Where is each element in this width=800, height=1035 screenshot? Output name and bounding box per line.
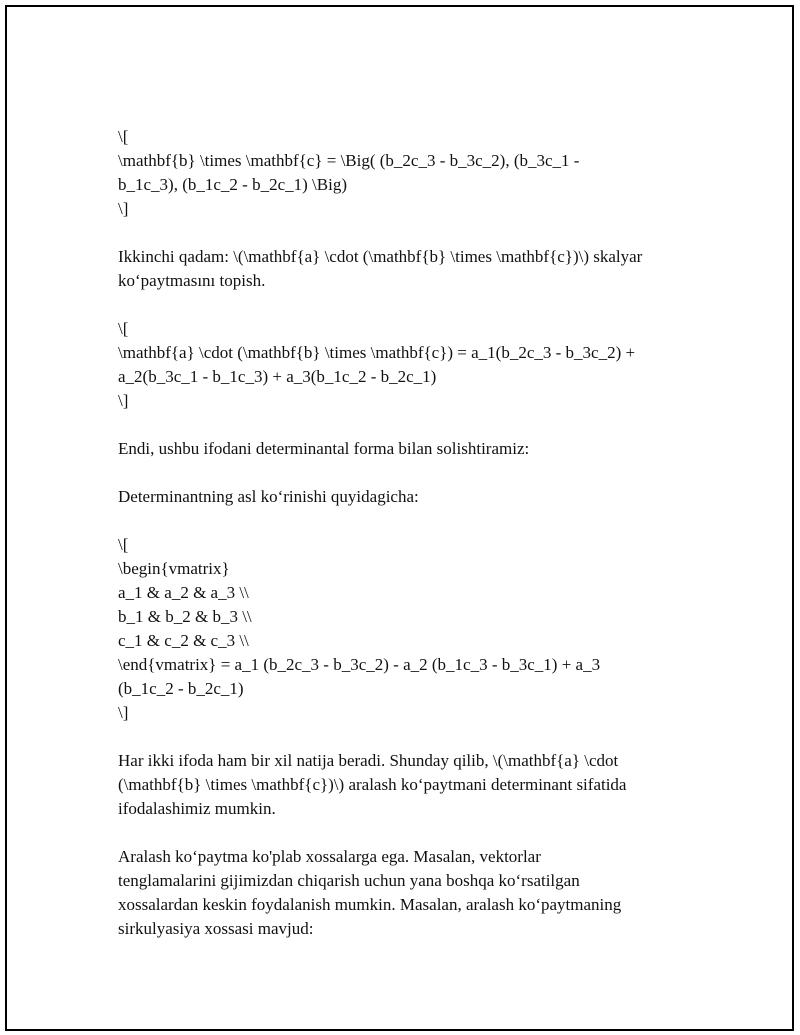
text-line: sirkulyasiya xossasi mavjud: xyxy=(118,919,314,938)
text-line: Endi, ushbu ifodani determinantal forma bilan solishtiramiz: xyxy=(118,439,530,458)
text-line: xossalardan keskin foydalanish mumkin. Masalan, aralash ko‘paytmaning xyxy=(118,895,622,914)
text-line: \begin{vmatrix} xyxy=(118,559,230,578)
paragraph-determinant-intro xyxy=(118,485,698,509)
text-line: b_1c_3), (b_1c_2 - b_2c_1) \Big) xyxy=(118,175,347,194)
paragraph-properties xyxy=(118,845,698,941)
text-line: \] xyxy=(118,703,129,722)
paragraph-compare xyxy=(118,437,698,461)
text-line: \[ xyxy=(118,127,129,146)
paragraph-step-two xyxy=(118,245,698,293)
text-line: Aralash ko‘paytma ko'plab xossalarga ega. Masalan, vektorlar xyxy=(118,847,541,866)
text-line: ifodalashimiz mumkin. xyxy=(118,799,276,818)
text-line: \[ xyxy=(118,535,129,554)
text-line: (b_1c_2 - b_2c_1) xyxy=(118,679,244,698)
text-line: Ikkinchi qadam: \(\mathbf{a} \cdot (\mathbf{b} \times \mathbf{c})\) skalyar xyxy=(118,247,643,266)
text-line: a_2(b_3c_1 - b_1c_3) + a_3(b_1c_2 - b_2c_1) xyxy=(118,367,437,386)
document-body xyxy=(118,125,698,965)
text-line: tenglamalarini gijimizdan chiqarish uchun yana boshqa ko‘rsatilgan xyxy=(118,871,580,890)
math-block-determinant xyxy=(118,533,698,725)
math-block-cross-product xyxy=(118,125,698,221)
paragraph-same-result xyxy=(118,749,698,821)
text-line: \mathbf{a} \cdot (\mathbf{b} \times \mathbf{c}) = a_1(b_2c_3 - b_3c_2) + xyxy=(118,343,636,362)
text-line: \] xyxy=(118,391,129,410)
text-line: c_1 & c_2 & c_3 \\ xyxy=(118,631,249,650)
text-line: \end{vmatrix} = a_1 (b_2c_3 - b_3c_2) - a_2 (b_1c_3 - b_3c_1) + a_3 xyxy=(118,655,601,674)
text-line: ko‘paytmasını topish. xyxy=(118,271,266,290)
text-line: \] xyxy=(118,199,129,218)
text-line: Determinantning asl ko‘rinishi quyidagicha: xyxy=(118,487,419,506)
text-line: (\mathbf{b} \times \mathbf{c})\) aralash ko‘paytmani determinant sifatida xyxy=(118,775,627,794)
text-line: a_1 & a_2 & a_3 \\ xyxy=(118,583,249,602)
text-line: Har ikki ifoda ham bir xil natija beradi. Shunday qilib, \(\mathbf{a} \cdot xyxy=(118,751,619,770)
text-line: \[ xyxy=(118,319,129,338)
text-line: b_1 & b_2 & b_3 \\ xyxy=(118,607,252,626)
page-frame xyxy=(5,5,794,1031)
text-line: \mathbf{b} \times \mathbf{c} = \Big( (b_2c_3 - b_3c_2), (b_3c_1 - xyxy=(118,151,580,170)
math-block-dot-product xyxy=(118,317,698,413)
